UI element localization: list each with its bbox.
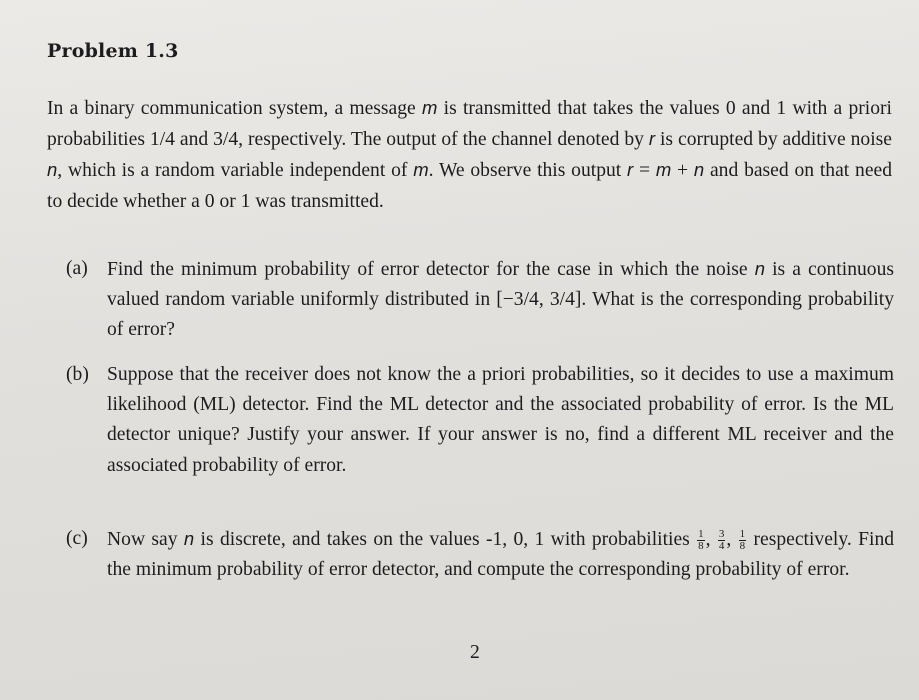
text-segment: , which is a random variable independent of	[57, 160, 414, 182]
part-a-label: (a)	[66, 258, 88, 279]
separator: ,	[705, 529, 717, 550]
equals-sign: =	[633, 160, 656, 182]
page-number: 2	[470, 642, 480, 663]
text-segment: respectively. Find the minimum probability of error detector, and compute the corresponding probability of error.	[107, 529, 895, 581]
plus-sign: +	[671, 160, 694, 182]
fraction-numerator: 3	[718, 528, 725, 540]
fraction-numerator: 1	[739, 528, 746, 540]
part-a-text	[107, 254, 894, 346]
var-n: n	[183, 528, 195, 549]
var-r: r	[627, 159, 634, 181]
fraction-denominator: 4	[718, 540, 725, 552]
problem-statement	[47, 93, 892, 217]
var-m: m	[655, 159, 672, 181]
text-segment: is corrupted by additive noise	[655, 129, 892, 151]
part-c-text	[107, 524, 894, 585]
text-segment: is discrete, and takes on the values -1, 0, 1 with probabilities	[194, 529, 697, 550]
part-a	[66, 254, 894, 346]
text-segment: . We observe this output	[428, 160, 628, 182]
var-m: m	[413, 159, 429, 181]
fraction-one-eighth	[697, 529, 705, 552]
text-segment: and based on that need to decide whether a 0 or 1 was transmitted.	[47, 160, 893, 212]
part-b	[66, 360, 894, 481]
part-b-text: Suppose that the receiver does not know the a priori probabilities, so it decides to use a maximum likelihood (ML) detector. Find the ML detector and the associated probability of error. Is the ML detector unique? Justify your answer. If your answer is no, find a different ML receiver and the associated probability of error.	[107, 364, 894, 476]
separator: ,	[726, 529, 738, 550]
problem-title: Problem 1.3	[47, 40, 179, 62]
text-segment: Find the minimum probability of error detector for the case in which the noise	[107, 259, 755, 280]
part-c	[66, 524, 894, 585]
fraction-denominator: 8	[739, 540, 746, 552]
var-n: n	[47, 159, 58, 181]
var-r: r	[648, 128, 656, 150]
var-n: n	[693, 159, 705, 181]
var-m: m	[421, 97, 438, 118]
text-segment: Now say	[107, 529, 184, 550]
text-segment: is a continuous valued random variable uniformly distributed in [−3/4, 3/4]. What is the corresponding probability of error?	[107, 259, 895, 341]
fraction-numerator: 1	[698, 528, 704, 540]
fraction-three-quarters	[718, 529, 726, 552]
text-segment: In a binary communication system, a message	[47, 98, 422, 119]
part-b-label: (b)	[66, 364, 89, 385]
part-c-label: (c)	[66, 528, 88, 549]
fraction-denominator: 8	[698, 540, 704, 552]
text-segment: is transmitted that takes the values 0 and 1 with a priori probabilities 1/4 and 3/4, respectively. The output of the channel denoted by	[47, 98, 892, 151]
fraction-one-eighth	[739, 529, 747, 552]
var-n: n	[754, 258, 765, 279]
